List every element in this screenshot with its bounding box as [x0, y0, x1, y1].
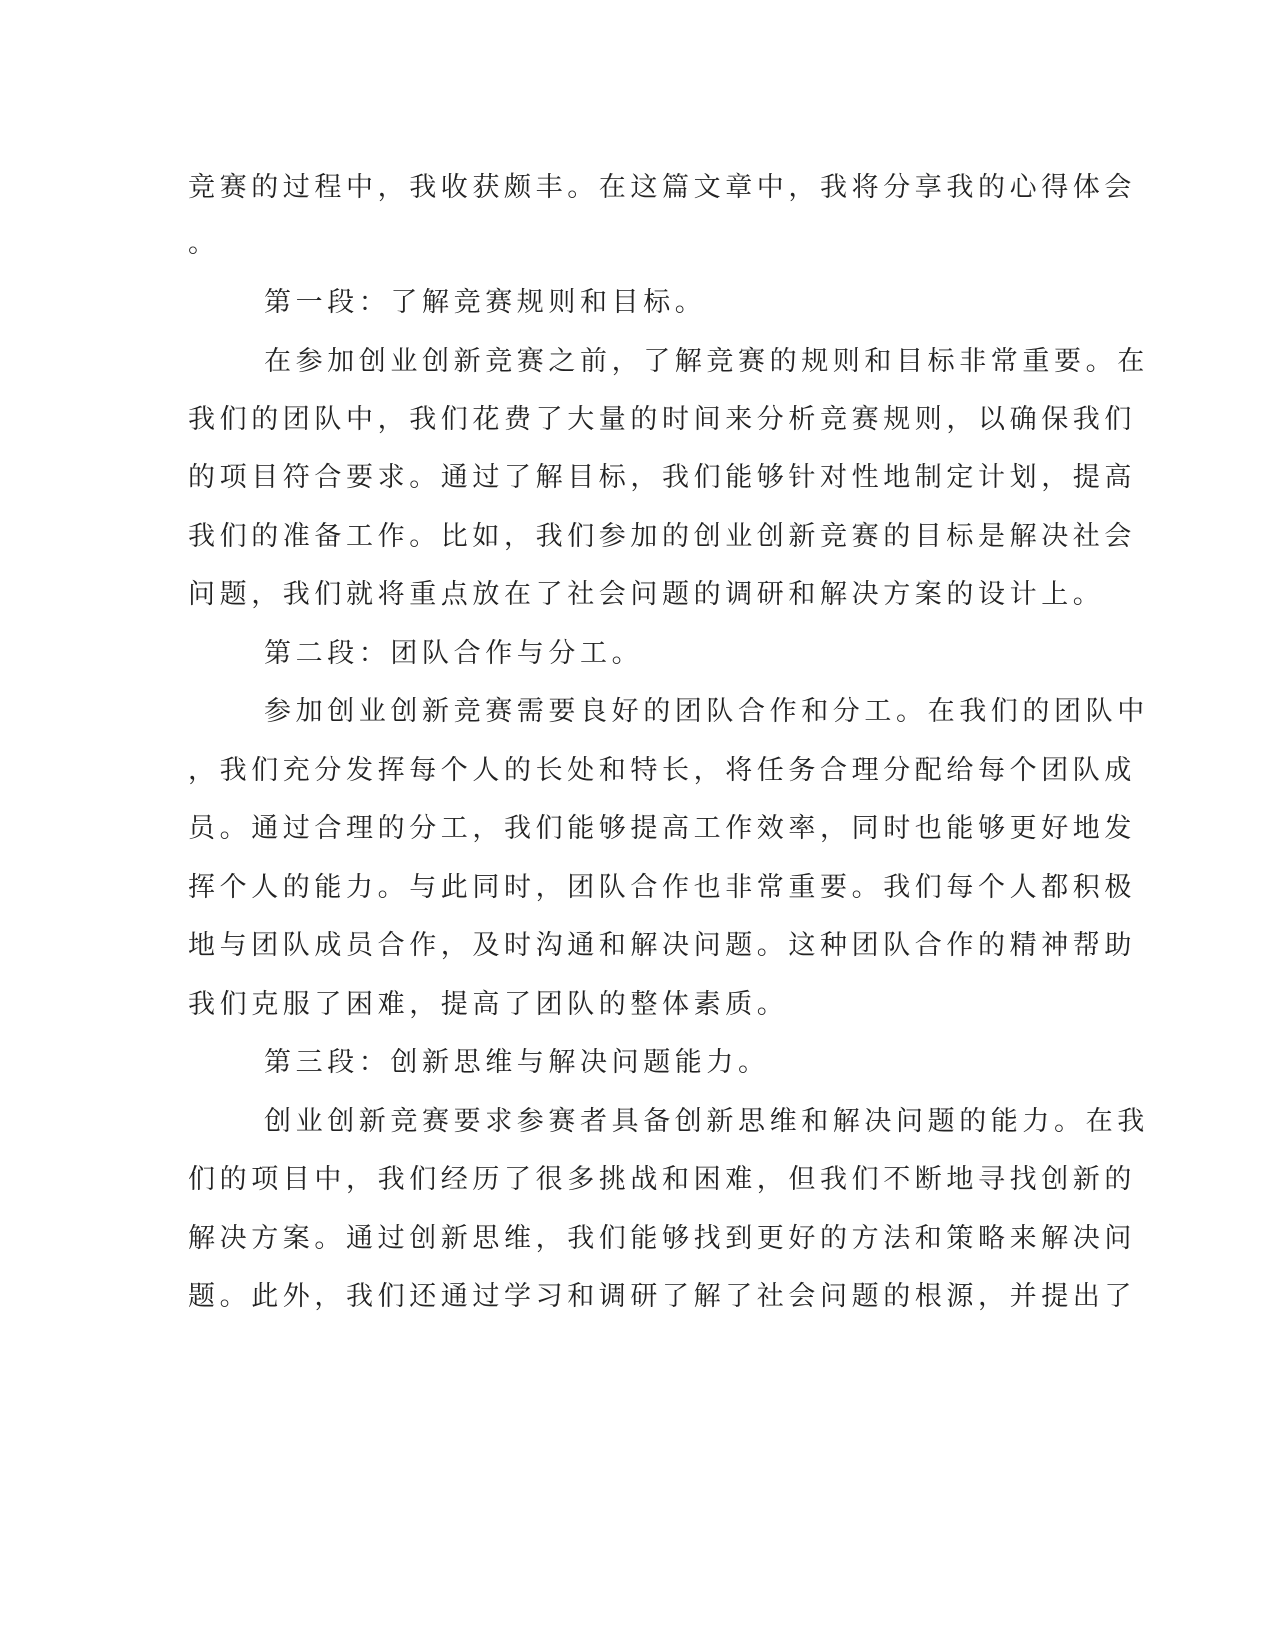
- text-line: 在参加创业创新竞赛之前，了解竞赛的规则和目标非常重要。在: [264, 346, 1149, 377]
- text-line: 我们的团队中，我们花费了大量的时间来分析竞赛规则，以确保我们: [188, 404, 1136, 435]
- text-line: 问题，我们就将重点放在了社会问题的调研和解决方案的设计上。: [188, 579, 1105, 610]
- text-line: 参加创业创新竞赛需要良好的团队合作和分工。在我们的团队中: [264, 696, 1149, 727]
- section-heading-3: 第三段：创新思维与解决问题能力。: [264, 1047, 770, 1078]
- text-line: 。: [188, 228, 220, 259]
- text-line: 题。此外，我们还通过学习和调研了解了社会问题的根源，并提出了: [188, 1281, 1136, 1312]
- text-line: ，我们充分发挥每个人的长处和特长，将任务合理分配给每个团队成: [188, 755, 1136, 786]
- text-line: 地与团队成员合作，及时沟通和解决问题。这种团队合作的精神帮助: [188, 930, 1136, 961]
- section-heading-1: 第一段：了解竞赛规则和目标。: [264, 287, 707, 318]
- text-line: 创业创新竞赛要求参赛者具备创新思维和解决问题的能力。在我: [264, 1106, 1149, 1137]
- text-line: 挥个人的能力。与此同时，团队合作也非常重要。我们每个人都积极: [188, 872, 1136, 903]
- text-line: 竞赛的过程中，我收获颇丰。在这篇文章中，我将分享我的心得体会: [188, 172, 1136, 203]
- text-line: 的项目符合要求。通过了解目标，我们能够针对性地制定计划，提高: [188, 462, 1136, 493]
- text-line: 解决方案。通过创新思维，我们能够找到更好的方法和策略来解决问: [188, 1223, 1136, 1254]
- section-heading-2: 第二段：团队合作与分工。: [264, 638, 644, 669]
- text-line: 我们克服了困难，提高了团队的整体素质。: [188, 989, 789, 1020]
- text-line: 们的项目中，我们经历了很多挑战和困难，但我们不断地寻找创新的: [188, 1164, 1136, 1195]
- text-line: 我们的准备工作。比如，我们参加的创业创新竞赛的目标是解决社会: [188, 521, 1136, 552]
- text-line: 员。通过合理的分工，我们能够提高工作效率，同时也能够更好地发: [188, 813, 1136, 844]
